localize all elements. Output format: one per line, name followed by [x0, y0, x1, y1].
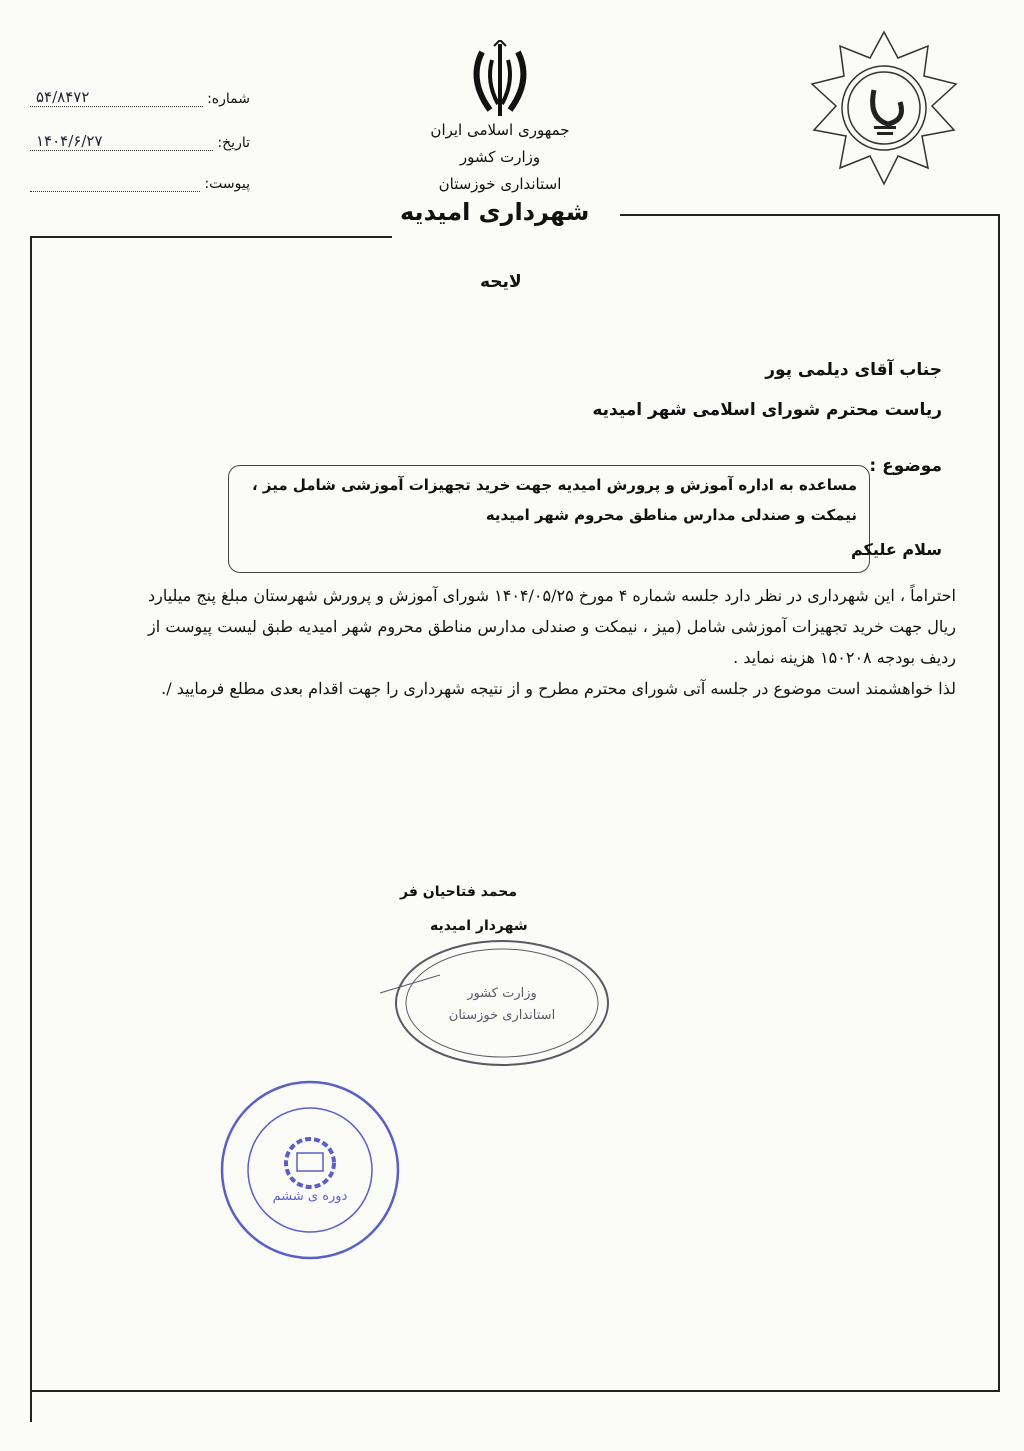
subject-label: موضوع :	[869, 456, 942, 476]
recipient-title: ریاست محترم شورای اسلامی شهر امیدیه	[592, 400, 942, 420]
svg-text:دوره ی ششم: دوره ی ششم	[272, 1189, 348, 1204]
number-value: ۵۴/۸۴۷۲	[30, 88, 203, 107]
header-divider-left	[30, 236, 392, 238]
frame-right-border	[998, 214, 1000, 1392]
date-label: تاریخ:	[217, 135, 250, 151]
frame-bottom-border	[30, 1390, 1000, 1392]
body-paragraph: احتراماً ، این شهرداری در نظر دارد جلسه شماره ۴ مورخ ۱۴۰۴/۰۵/۲۵ شورای آموزش و پرورش شهرستان مبلغ پنج میلیارد ریال جهت خرید تجهیزات آموزشی شامل (میز ، نیمکت و صندلی مدارس مناطق محروم شهر امیدیه طبق لیست پیوست از ردیف بودجه ۱۵۰۲۰۸ هزینه نماید .	[148, 586, 956, 667]
recipient-name: جناب آقای دیلمی پور	[765, 360, 942, 380]
signer-title: شهردار امیدیه	[430, 918, 528, 934]
ministry-name: وزارت کشور	[459, 148, 541, 166]
attachment-value	[30, 191, 200, 192]
signer-name: محمد فتاحیان فر	[400, 884, 518, 900]
letter-body	[148, 580, 956, 704]
municipality-stamp	[380, 935, 620, 1075]
subject-box	[228, 465, 870, 573]
municipality-logo-icon	[808, 28, 960, 188]
iran-emblem-icon	[460, 40, 540, 120]
body-paragraph: لذا خواهشمند است موضوع در جلسه آتی شورای محترم مطرح و از نتیجه شهرداری را جهت اقدام بعدی مطلع فرمایید /.	[161, 679, 956, 698]
subject-text: مساعده به اداره آموزش و پرورش امیدیه جهت خرید تجهیزات آموزشی شامل میز ، نیمکت و صندلی مدارس مناطق محروم شهر امیدیه	[251, 476, 857, 524]
letter-date-field	[30, 132, 250, 151]
document-title: لایحه	[480, 272, 522, 292]
svg-text:استانداری خوزستان: استانداری خوزستان	[448, 1008, 556, 1023]
municipality-name: شهرداری امیدیه	[400, 198, 590, 226]
attachment-label: پیوست:	[204, 176, 250, 192]
svg-text:وزارت کشور: وزارت کشور	[467, 986, 537, 1001]
greeting: سلام علیکم	[850, 540, 942, 559]
header-divider-right	[620, 214, 1000, 216]
number-label: شماره:	[207, 91, 250, 107]
frame-left-border	[30, 236, 32, 1422]
date-value: ۱۴۰۴/۶/۲۷	[30, 132, 213, 151]
country-name: جمهوری اسلامی ایران	[430, 121, 570, 139]
attachment-field	[30, 176, 250, 192]
city-council-stamp	[215, 1075, 405, 1265]
letter-number-field	[30, 88, 250, 107]
province-name: استانداری خوزستان	[438, 175, 562, 193]
